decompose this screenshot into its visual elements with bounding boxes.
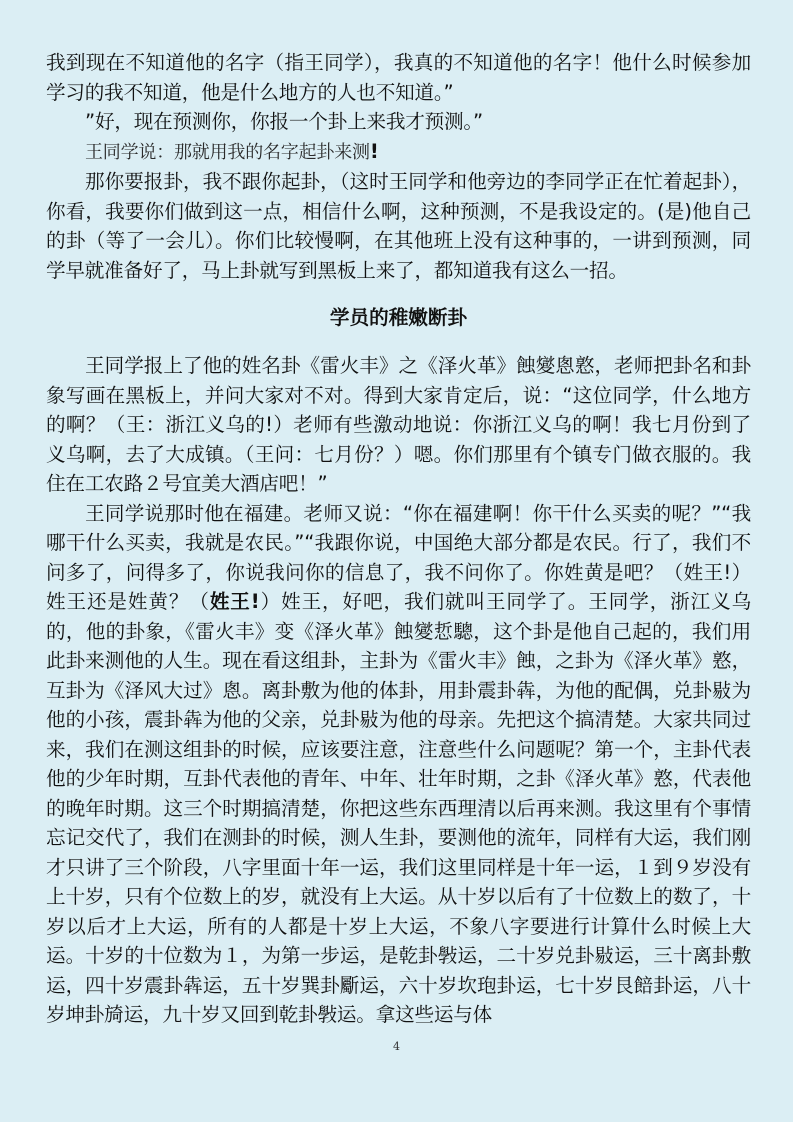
paragraph-6-bold: 姓王!	[209, 590, 260, 613]
section-heading: 学员的稚嫩断卦	[329, 306, 468, 329]
paragraph-1: 我到现在不知道他的名字（指王同学），我真的不知道他的名字！他什么时候参加学习的我不知道，他是什么地方的人也不知道。”	[46, 51, 751, 104]
paragraph-6-part-b: ）姓王，好吧，我们就叫王同学了。王同学，浙江义乌的，他的卦象，《雷火丰》变《泽火革》蝕夑悊驄，这个卦是他自己起的，我们用此卦来测他的人生。现在看这组卦，主卦为《雷火丰》蝕，之卦为《泽火革》憝，互卦为《泽风大过》悤。离卦敷为他的体卦，用卦震卦犇，为他的配偶，兑卦敡为他的小孩，震卦犇为他的父亲，兑卦敡为他的母亲。先把这个搞清楚。大家共同过来，我们在测这组卦的时候，应该要注意，注意些什么问题呢？第一个，主卦代表他的少年时期，互卦代表他的青年、中年、壮年时期，之卦《泽火革》憝，代表他的晚年时期。这三个时期搞清楚，你把这些东西理清以后再来测。我这里有个事情忘记交代了，我们在测卦的时候，测人生卦，要测他的流年，同样有大运，我们刚才只讲了三个阶段，八字里面十年一运，我们这里同样是十年一运，１到９岁没有上十岁，只有个位数上的岁，就没有上大运。从十岁以后有了十位数上的数了，十岁以后才上大运，所有的人都是十岁上大运，不象八字要进行计算什么时候上大运。十岁的十位数为１，为第一步运，是乾卦斅运，二十岁兑卦敡运，三十离卦敷运，四十岁震卦犇运，五十岁巽卦斸运，六十岁坎玸卦运，七十岁艮餢卦运，八十岁坤卦旑运，九十岁又回到乾卦斅运。拿这些运与体	[46, 590, 751, 1026]
paragraph-6	[46, 499, 751, 1030]
paragraph-3-text: 王同学说：那就用我的名字起卦来测	[85, 141, 370, 163]
paragraph-4: 那你要报卦，我不跟你起卦，（这时王同学和他旁边的李同学正在忙着起卦），你看，我要你们做到这一点，相信什么啊，这种预测，不是我设定的。(是)他自己的卦（等了一会儿）。你们比较慢啊，在其他班上没有这种事的，一讲到预测，同学早就准备好了，马上卦就写到黑板上来了，都知道我有这么一招。	[46, 170, 751, 282]
paragraph-6-part-a: 王同学说那时他在福建。老师又说：“你在福建啊！你干什么买卖的呢？”“我哪干什么买卖，我就是农民。”“我跟你说，中国绝大部分都是农民。行了，我们不问多了，问得多了，你说我问你的信息了，我不问你了。你姓黄是吧？（姓王!）姓王还是姓黄？（	[46, 501, 751, 613]
paragraph-3	[46, 137, 751, 168]
body-text	[46, 48, 751, 1030]
page-number: 4	[393, 1040, 400, 1053]
paragraph-5: 王同学报上了他的姓名卦《雷火丰》之《泽火革》蝕夑悤憝，老师把卦名和卦象写画在黑板上，并问大家对不对。得到大家肯定后，说：“这位同学，什么地方的啊？（王：浙江义乌的!）老师有些激动地说：你浙江义乌的啊！我七月份到了义乌啊，去了大成镇。（王问：七月份？）嗯。你们那里有个镇专门做衣服的。我住在工农路２号宜美大酒店吧！”	[46, 354, 751, 495]
paragraph-2: ”好，现在预测你，你报一个卦上来我才预测。”	[85, 110, 483, 133]
paragraph-3-exclaim: !	[369, 139, 379, 163]
